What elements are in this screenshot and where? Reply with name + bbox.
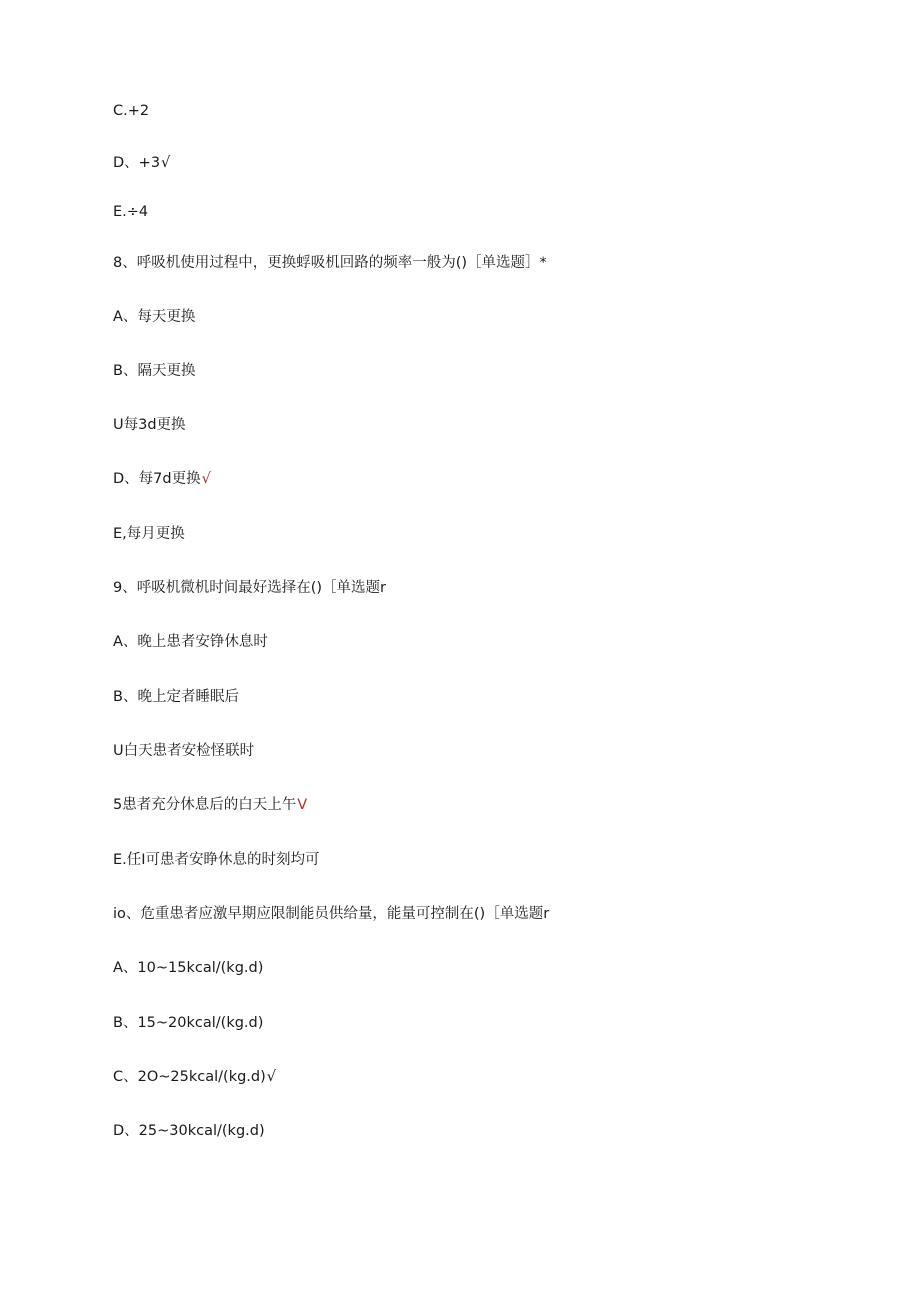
question-line bbox=[113, 578, 387, 598]
line-text: A、10~15kcal∕(kg.d) bbox=[113, 960, 264, 976]
line-text: B、隔天更换 bbox=[113, 363, 196, 379]
line-text: B、15~20kcal∕(kg.d) bbox=[113, 1015, 264, 1031]
option-line bbox=[113, 361, 196, 381]
question-line bbox=[113, 904, 550, 924]
line-text: D、+3 bbox=[113, 155, 161, 171]
answer-mark: √ bbox=[161, 155, 171, 171]
line-text: io、危重患者应激早期应限制能员供给量，能量可控制在()［单选题r bbox=[113, 906, 550, 922]
option-line bbox=[113, 101, 150, 121]
line-text: 9、呼吸机微机时间最好选择在()［单选题r bbox=[113, 580, 386, 596]
line-text: C.+2 bbox=[113, 103, 150, 119]
line-text: C、2O~25kcal∕(kg.d) bbox=[113, 1069, 266, 1085]
option-line bbox=[113, 687, 240, 707]
option-line bbox=[113, 153, 170, 173]
line-text: E,每月更换 bbox=[113, 526, 185, 542]
option-line bbox=[113, 307, 196, 327]
line-text: E.任I可患者安睁休息的时刻均可 bbox=[113, 852, 320, 868]
option-line bbox=[113, 795, 307, 815]
option-line bbox=[113, 469, 211, 489]
line-text: A、晚上患者安铮休息时 bbox=[113, 634, 268, 650]
option-line bbox=[113, 741, 255, 761]
line-text: D、每7d更换 bbox=[113, 471, 201, 487]
line-text: D、25~30kcal∕(kg.d) bbox=[113, 1123, 265, 1139]
option-line bbox=[113, 202, 149, 222]
option-line bbox=[113, 415, 187, 435]
option-line bbox=[113, 958, 264, 978]
option-line bbox=[113, 1013, 264, 1033]
line-text: E.÷4 bbox=[113, 204, 149, 220]
question-line bbox=[113, 253, 548, 273]
option-line bbox=[113, 1121, 266, 1141]
option-line bbox=[113, 632, 269, 652]
option-line bbox=[113, 850, 321, 870]
answer-mark: √ bbox=[266, 1069, 277, 1085]
answer-mark: V bbox=[297, 797, 308, 813]
line-text: 5患者充分休息后的白天上午 bbox=[113, 797, 297, 813]
line-text: B、晚上定者睡眠后 bbox=[113, 689, 239, 705]
line-text: U白天患者安检怪联时 bbox=[113, 743, 255, 759]
option-line bbox=[113, 1067, 276, 1087]
line-text: U每3d更换 bbox=[113, 417, 186, 433]
line-text: 8、呼吸机使用过程中，更换蜉吸机回路的频率一般为()［单选题］* bbox=[113, 255, 547, 271]
option-line bbox=[113, 524, 186, 544]
answer-mark: √ bbox=[201, 471, 211, 487]
line-text: A、每天更换 bbox=[113, 309, 196, 325]
